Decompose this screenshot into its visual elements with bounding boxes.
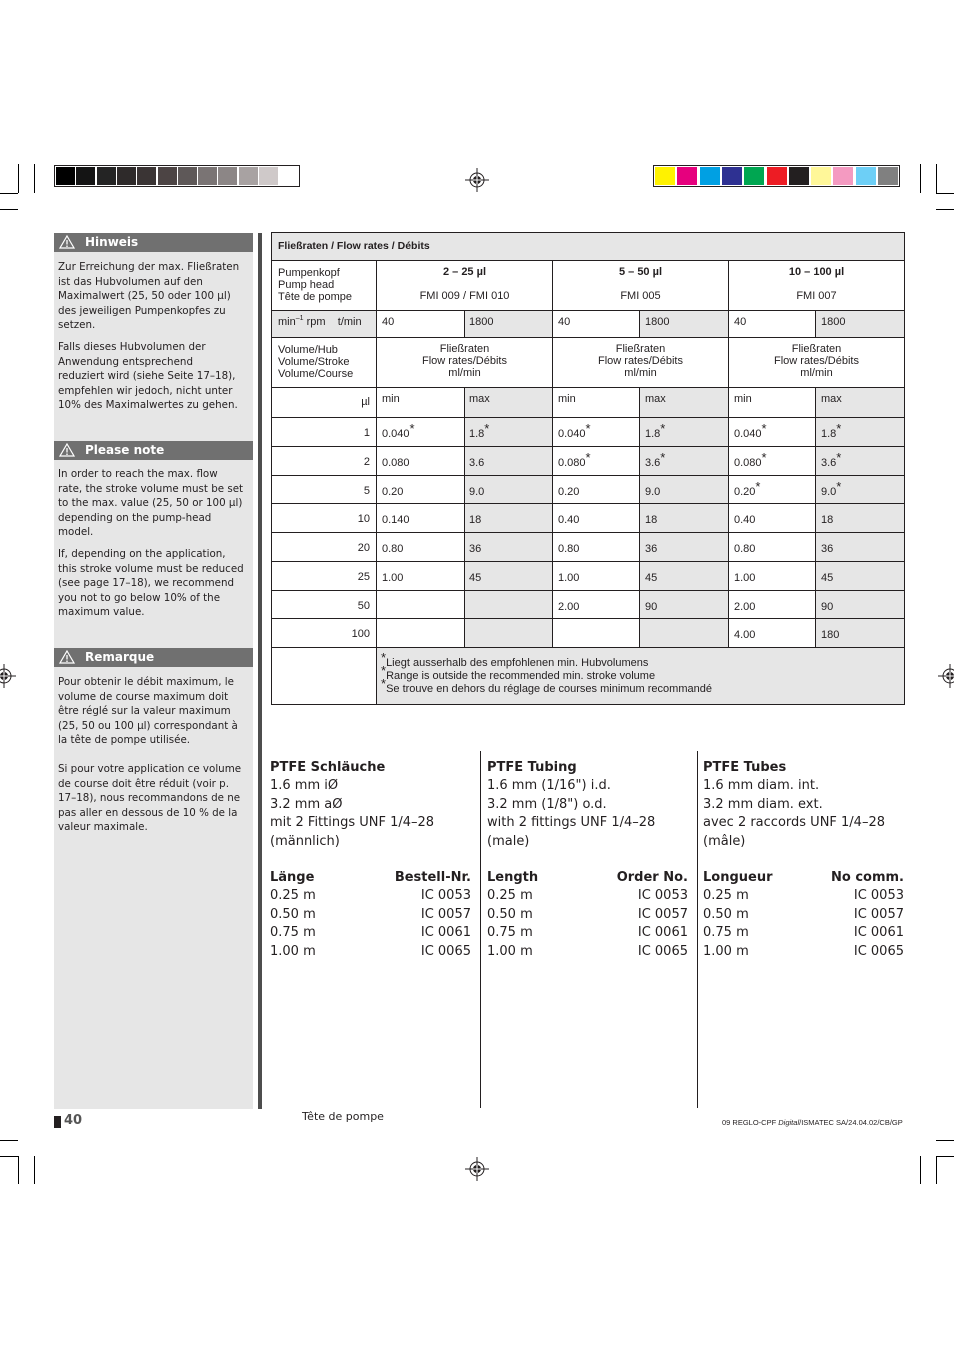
flow-max-value — [645, 598, 657, 613]
tube-order-number: IC 0053 — [420, 888, 471, 903]
flow-max-value — [645, 511, 657, 526]
out-of-range-star: * — [836, 449, 842, 465]
flow-value-text: 3.6 — [821, 456, 837, 469]
hinweis-title: Hinweis — [85, 235, 139, 249]
sidebar-vertical-rule — [258, 233, 262, 1109]
speed-max-1: 1800 — [469, 316, 494, 328]
flow-value-text: 0.20 — [558, 485, 580, 498]
footnote-star: * — [381, 676, 387, 691]
tube-order-number: IC 0057 — [637, 906, 688, 922]
head-range-2: 5 – 50 µl — [618, 266, 663, 278]
flow-max-value — [821, 569, 833, 584]
tube-length: 0.25 m — [487, 888, 533, 903]
flow-max-value — [821, 449, 842, 469]
gray-swatch — [259, 167, 278, 185]
max-label-2: max — [645, 393, 666, 405]
order-number-header: No comm. — [830, 870, 904, 885]
tube-length: 1.00 m — [270, 943, 316, 959]
speed-min-2: 40 — [558, 316, 571, 328]
tube-length: 0.25 m — [703, 888, 749, 903]
flow-value-text: 2.00 — [558, 600, 580, 613]
flow-max-value — [469, 483, 484, 498]
registration-mark-icon — [0, 664, 16, 688]
speed-max-2: 1800 — [645, 316, 670, 328]
crop-mark — [936, 193, 954, 194]
length-header: Länge — [270, 870, 315, 885]
out-of-range-star: * — [409, 421, 415, 436]
flow-value-text: 1.8 — [821, 428, 837, 440]
flow-min-value — [734, 478, 761, 498]
tube-length: 0.50 m — [703, 906, 749, 922]
page-number: 40 — [64, 1113, 83, 1128]
row-volume: 20 — [357, 542, 370, 554]
tube-order-number: IC 0065 — [420, 943, 471, 959]
flow-value-text: 3.6 — [645, 456, 661, 469]
tube-order-number: IC 0053 — [853, 888, 904, 903]
flow-value-text: 1.00 — [734, 571, 756, 584]
flow-value-text: 90 — [821, 600, 834, 613]
flow-value-text: 36 — [645, 543, 658, 555]
table-column-rule — [639, 387, 640, 647]
imprint — [722, 1118, 903, 1127]
gray-swatch — [279, 167, 298, 185]
flow-max-value — [645, 421, 666, 440]
flow-min-value — [382, 483, 403, 498]
tube-order-number: IC 0065 — [637, 943, 688, 959]
table-rule — [272, 503, 904, 504]
color-swatch — [655, 167, 675, 185]
min-label-3: min — [734, 393, 752, 405]
remarque-paragraph-1: Pour obtenir le débit maximum, le volume de course maximum doit être réglé sur la valeur maximum (25, 50 ou 100 µl) correspondant à la tête de pompe utilisée. — [58, 676, 238, 746]
flow-value-text: 3.6 — [469, 456, 485, 469]
flow-value-text: 0.20 — [382, 485, 404, 498]
flow-max-value — [469, 454, 484, 469]
tube-order-number: IC 0061 — [420, 925, 471, 940]
flow-min-value — [734, 449, 767, 469]
gray-swatch — [97, 167, 116, 185]
flow-value-text: 0.080 — [558, 456, 586, 469]
crop-mark — [920, 1156, 921, 1184]
out-of-range-star: * — [761, 449, 767, 465]
flow-max-value — [821, 421, 842, 440]
table-rule — [272, 475, 904, 476]
registration-mark-icon — [465, 168, 489, 192]
warning-triangle-icon — [59, 650, 75, 664]
tube-length: 0.75 m — [487, 925, 533, 940]
length-header: Length — [487, 870, 539, 885]
footnote-star: * — [381, 650, 387, 665]
flow-value-text: 45 — [469, 571, 482, 584]
flow-value-text: 36 — [469, 543, 482, 555]
table-column-rule — [464, 387, 465, 647]
min-label-2: min — [558, 393, 576, 405]
crop-mark — [0, 193, 18, 194]
gray-swatch — [56, 167, 75, 185]
remarque-header — [54, 648, 253, 667]
table-rule — [272, 446, 904, 447]
tube-order-number: IC 0053 — [637, 888, 688, 903]
row-volume: 2 — [363, 455, 370, 468]
tube-length: 1.00 m — [487, 943, 533, 959]
gray-swatch — [178, 167, 197, 185]
table-rule — [272, 417, 904, 418]
flow-value-text: 0.040 — [382, 428, 410, 440]
max-label-1: max — [469, 393, 490, 405]
hinweis-paragraph-1: Zur Erreichung der max. Fließraten ist das Hubvolumen auf den Maximalwert (25, 50 oder 100 µl) des jeweiligen Pumpenkopfes zu setzen. — [58, 261, 240, 331]
please-note-paragraph-2: If, depending on the application, this stroke volume must be reduced (see page 17–18), we recommend you not to go below 10% of the maximum value. — [58, 548, 244, 618]
flow-value-text: 9.0 — [645, 485, 661, 498]
footnote-star: * — [381, 663, 387, 678]
flow-value-text: 0.140 — [382, 514, 410, 527]
speed-min-3: 40 — [734, 316, 747, 328]
table-column-rule — [464, 310, 465, 338]
row-volume: 100 — [351, 628, 370, 641]
crop-mark — [0, 209, 18, 210]
out-of-range-star: * — [836, 421, 842, 436]
flow-header-3: Fließraten Flow rates/Débits ml/min — [774, 343, 859, 379]
crop-mark — [936, 1156, 954, 1157]
tube-length: 0.25 m — [270, 888, 316, 903]
speed-min-1: 40 — [382, 316, 395, 328]
flow-max-value — [821, 626, 839, 641]
tube-order-number: IC 0057 — [853, 906, 904, 922]
flow-value-text: 0.080 — [382, 456, 410, 469]
flow-value-text: 0.80 — [382, 543, 404, 555]
speed-max-3: 1800 — [821, 316, 846, 328]
flow-min-value — [734, 626, 755, 641]
crop-mark — [936, 1156, 937, 1184]
flow-max-value — [645, 540, 657, 555]
imprint-part: 09 REGLO-CPF — [722, 1118, 779, 1127]
speed-label — [278, 316, 362, 328]
flow-max-value — [645, 449, 666, 469]
flow-value-text: 0.40 — [558, 514, 580, 527]
tubing-title: PTFE Tubes — [703, 760, 787, 775]
table-rule — [272, 387, 904, 388]
hinweis-paragraph-2: Falls dieses Hubvolumen der Anwendung entsprechend reduziert wird (siehe Seite 17–18), empfehlen wir jedoch, nicht unter 10% des Maximalwertes zu gehen. — [58, 341, 238, 411]
flow-value-text: 45 — [645, 571, 658, 584]
speed-exponent: –1 — [295, 315, 304, 322]
row-volume: 10 — [357, 513, 370, 526]
flow-value-text: 18 — [645, 514, 658, 527]
please-note-header — [54, 441, 253, 460]
flow-max-value — [469, 569, 481, 584]
registration-mark-icon — [465, 1157, 489, 1181]
flow-value-text: 1.8 — [469, 428, 485, 440]
flow-value-text: 0.80 — [734, 543, 756, 555]
gray-swatch — [198, 167, 217, 185]
head-model-1: FMI 009 / FMI 010 — [419, 290, 510, 302]
out-of-range-star: * — [836, 478, 842, 494]
flow-min-value — [558, 569, 579, 584]
head-range-1: 2 – 25 µl — [442, 266, 487, 278]
tube-order-number: IC 0061 — [637, 925, 688, 940]
please-note-title: Please note — [85, 443, 165, 457]
flow-max-value — [645, 483, 660, 498]
flow-value-text: 0.80 — [558, 543, 580, 555]
color-swatch — [722, 167, 742, 185]
flow-max-value — [821, 598, 833, 613]
flow-value-text: 1.00 — [558, 571, 580, 584]
grayscale-color-bar — [54, 165, 300, 187]
order-number-header: Order No. — [616, 870, 688, 885]
crop-mark — [936, 164, 937, 193]
flow-max-value — [469, 421, 490, 440]
crop-mark — [936, 1140, 954, 1141]
gray-swatch — [76, 167, 95, 185]
table-column-rule — [639, 310, 640, 338]
flow-min-value — [558, 421, 591, 440]
tube-length: 0.75 m — [270, 925, 316, 940]
tube-order-number: IC 0061 — [853, 925, 904, 940]
row-volume: 1 — [363, 427, 370, 439]
flow-value-text: 90 — [645, 600, 658, 613]
row-volume: 5 — [363, 484, 370, 497]
footnote-de-text: Liegt ausserhalb des empfohlenen min. Hubvolumens — [386, 657, 649, 669]
footnote-fr-text: Se trouve en dehors du réglage de courses minimum recommandé — [386, 683, 712, 695]
gray-swatch — [218, 167, 237, 185]
table-column-rule — [815, 387, 816, 647]
flow-min-value — [734, 540, 755, 555]
out-of-range-star: * — [755, 478, 761, 494]
flow-value-text: 9.0 — [469, 485, 485, 498]
flow-min-value — [558, 449, 591, 469]
crop-mark — [34, 164, 35, 193]
column-divider — [697, 751, 698, 1108]
color-swatch — [677, 167, 697, 185]
head-model-3: FMI 007 — [796, 290, 837, 302]
unit-label: µl — [361, 396, 370, 408]
flow-min-value — [734, 598, 755, 613]
flow-min-value — [734, 569, 755, 584]
flow-value-text: 0.40 — [734, 514, 756, 527]
table-rule — [272, 260, 904, 261]
flow-max-value — [821, 540, 833, 555]
row-volume: 25 — [357, 570, 370, 583]
flow-value-text: 2.00 — [734, 600, 756, 613]
flow-min-value — [558, 511, 579, 526]
flow-value-text: 45 — [821, 571, 834, 584]
table-rule — [272, 561, 904, 562]
flow-min-value — [382, 454, 410, 469]
flow-value-text: 0.040 — [558, 428, 586, 440]
flow-min-value — [382, 569, 403, 584]
running-footer: Tête de pompe — [302, 1110, 384, 1123]
min-label-1: min — [382, 393, 400, 405]
length-header: Longueur — [703, 870, 773, 885]
crop-mark — [0, 1156, 18, 1157]
max-column-shade — [465, 619, 553, 647]
column-divider — [480, 751, 481, 1108]
table-column-rule — [552, 260, 553, 647]
footnote-de — [381, 650, 712, 669]
flow-value-text: 9.0 — [821, 485, 837, 498]
table-column-rule — [376, 260, 377, 704]
flow-min-value — [734, 421, 767, 440]
tubing-spec: 1.6 mm diam. int. 3.2 mm diam. ext. avec 2 raccords UNF 1/4–28 (mâle) — [703, 778, 885, 849]
flow-max-value — [645, 569, 657, 584]
process-color-bar — [653, 165, 900, 187]
crop-mark — [34, 1156, 35, 1184]
page-marker — [54, 1116, 61, 1128]
max-column-shade — [640, 619, 728, 647]
tubing-spec: 1.6 mm iØ 3.2 mm aØ mit 2 Fittings UNF 1/4–28 (männlich) — [270, 778, 435, 849]
imprint-part: Digital — [778, 1118, 800, 1127]
out-of-range-star: * — [660, 421, 666, 436]
warning-triangle-icon — [59, 443, 75, 457]
out-of-range-star: * — [484, 421, 490, 436]
notes-sidebar — [54, 233, 253, 1109]
warning-triangle-icon — [59, 235, 75, 249]
color-swatch — [833, 167, 853, 185]
volume-label: Volume/Hub Volume/Stroke Volume/Course — [278, 344, 354, 380]
flow-max-value — [469, 540, 481, 555]
flow-min-value — [382, 540, 403, 555]
table-rule — [272, 532, 904, 533]
flow-value-text: 0.040 — [734, 428, 762, 440]
color-swatch — [789, 167, 809, 185]
flow-max-value — [821, 511, 833, 526]
table-title: Fließraten / Flow rates / Débits — [278, 240, 430, 252]
footnote-en-text: Range is outside the recommended min. stroke volume — [386, 670, 656, 682]
max-label-3: max — [821, 393, 842, 405]
crop-mark — [936, 209, 954, 210]
color-swatch — [744, 167, 764, 185]
footnote — [381, 650, 712, 695]
speed-unit: min — [278, 316, 296, 328]
tube-length: 0.50 m — [270, 906, 316, 922]
gray-swatch — [117, 167, 136, 185]
row-volume: 50 — [357, 599, 370, 612]
table-column-rule — [815, 310, 816, 338]
tube-length: 0.75 m — [703, 925, 749, 940]
flow-min-value — [558, 540, 579, 555]
table-rule — [272, 590, 904, 591]
table-rule — [272, 618, 904, 619]
registration-mark-icon — [938, 664, 954, 688]
please-note-paragraph-1: In order to reach the max. flow rate, the stroke volume must be set to the max. value (25, 50 or 100 µl) depending on the pump-head model. — [58, 468, 244, 538]
flow-value-text: 36 — [821, 543, 834, 555]
crop-mark — [18, 164, 19, 193]
color-swatch — [811, 167, 831, 185]
out-of-range-star: * — [761, 421, 767, 436]
remarque-title: Remarque — [85, 650, 155, 664]
tubing-spec: 1.6 mm (1/16") i.d. 3.2 mm (1/8") o.d. with 2 fittings UNF 1/4–28 (male) — [487, 778, 656, 849]
out-of-range-star: * — [585, 449, 591, 465]
table-rule — [272, 337, 904, 338]
max-column-shade — [465, 591, 553, 619]
tubing-title: PTFE Schläuche — [270, 760, 386, 775]
flow-min-value — [382, 421, 415, 440]
crop-mark — [0, 1140, 18, 1141]
flow-value-text: 4.00 — [734, 629, 756, 642]
flow-header-1: Fließraten Flow rates/Débits ml/min — [422, 343, 507, 379]
flow-max-value — [469, 511, 481, 526]
tubing-title: PTFE Tubing — [487, 760, 577, 775]
order-number-header: Bestell-Nr. — [394, 870, 471, 885]
gray-swatch — [239, 167, 258, 185]
gray-swatch — [158, 167, 177, 185]
table-column-rule — [728, 260, 729, 647]
crop-mark — [18, 1156, 19, 1184]
speed-units-text: rpm t/min — [306, 316, 362, 328]
hinweis-header — [54, 233, 253, 252]
out-of-range-star: * — [660, 449, 666, 465]
remarque-paragraph-2: Si pour votre application ce volume de course doit être réduit (voir p. 17–18), nous recommandons de ne pas aller en dessous de 10 % de la valeur maximale. — [58, 763, 242, 833]
flow-value-text: 1.00 — [382, 571, 404, 584]
tube-order-number: IC 0057 — [420, 906, 471, 922]
color-swatch — [767, 167, 787, 185]
flow-header-2: Fließraten Flow rates/Débits ml/min — [598, 343, 683, 379]
flow-value-text: 180 — [821, 629, 840, 642]
flow-rates-table — [271, 232, 905, 705]
flow-min-value — [734, 511, 755, 526]
imprint-part: /ISMATEC SA/24.04.02/CB/GP — [799, 1118, 903, 1127]
flow-value-text: 0.20 — [734, 485, 756, 498]
crop-mark — [920, 164, 921, 193]
tube-order-number: IC 0065 — [853, 943, 904, 959]
color-swatch — [700, 167, 720, 185]
flow-min-value — [558, 598, 579, 613]
color-swatch — [878, 167, 898, 185]
flow-value-text: 18 — [821, 514, 834, 527]
flow-max-value — [821, 478, 842, 498]
tube-length: 0.50 m — [487, 906, 533, 922]
color-swatch — [856, 167, 876, 185]
flow-value-text: 18 — [469, 514, 482, 527]
out-of-range-star: * — [585, 421, 591, 436]
flow-value-text: 1.8 — [645, 428, 661, 440]
tube-length: 1.00 m — [703, 943, 749, 959]
flow-min-value — [558, 483, 579, 498]
flow-value-text: 0.080 — [734, 456, 762, 469]
flow-min-value — [382, 511, 410, 526]
gray-swatch — [137, 167, 156, 185]
head-model-2: FMI 005 — [620, 290, 661, 302]
pump-head-label: Pumpenkopf Pump head Tête de pompe — [278, 267, 352, 303]
head-range-3: 10 – 100 µl — [788, 266, 845, 278]
